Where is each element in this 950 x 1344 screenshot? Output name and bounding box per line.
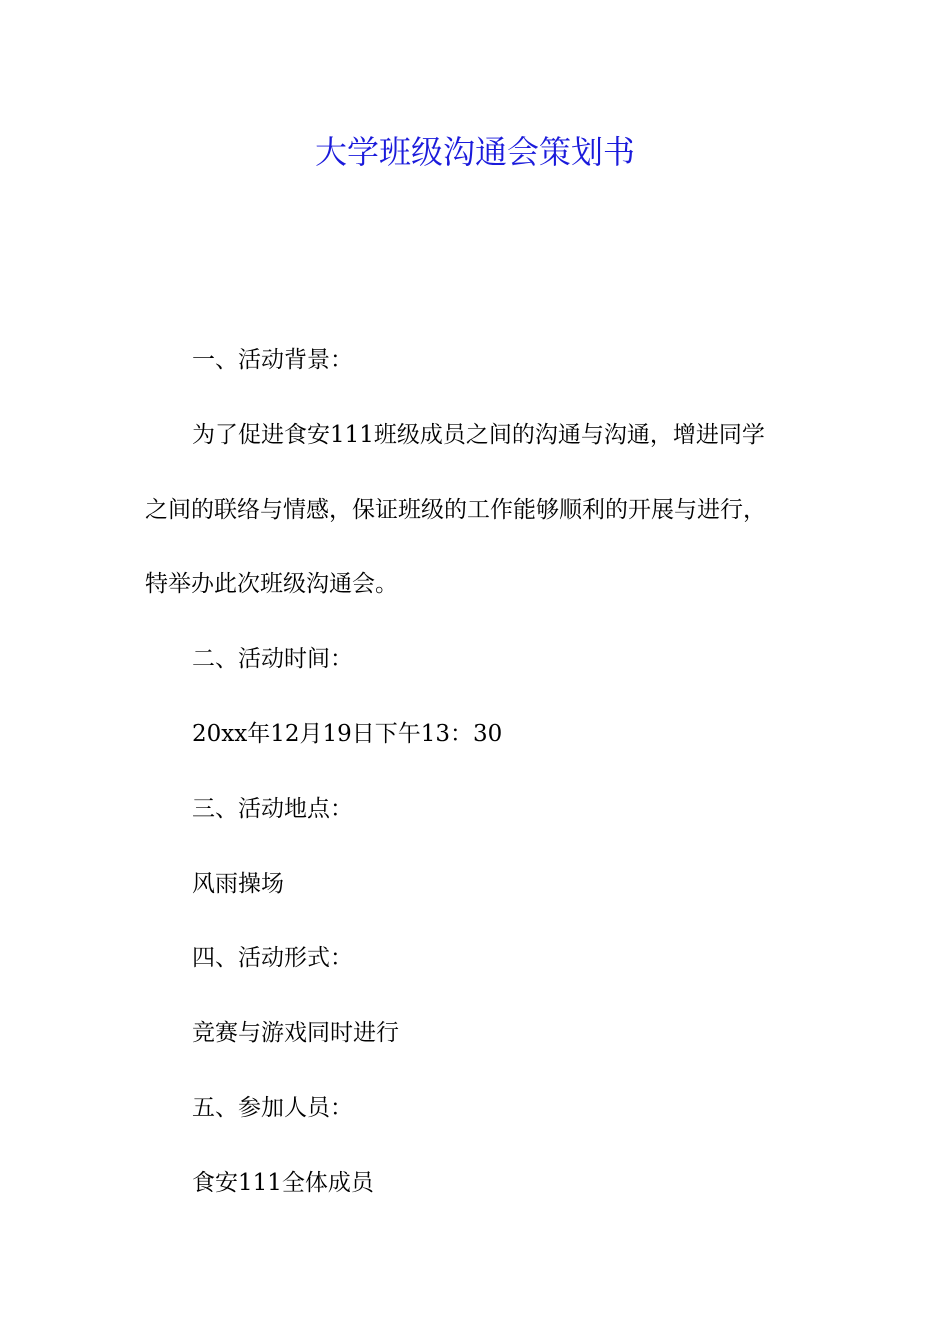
document-title: 大学班级沟通会策划书 [314, 133, 635, 171]
background-line-2: 之间的联络与情感，保证班级的工作能够顺利的开展与进行， [145, 496, 766, 523]
section-heading-time: 二、活动时间： [192, 646, 353, 673]
section-heading-participants: 五、参加人员： [192, 1094, 353, 1121]
document-body [145, 336, 810, 1234]
section-content-participants: 食安111全体成员 [192, 1169, 374, 1196]
background-line-1: 为了促进食安111班级成员之间的沟通与沟通，增进同学 [192, 421, 765, 448]
section-content-time: 20xx年12月19日下午13：30 [192, 720, 503, 747]
section-heading-background: 一、活动背景： [192, 347, 353, 373]
background-line-3: 特举办此次班级沟通会。 [145, 571, 398, 598]
section-heading-location: 三、活动地点： [192, 795, 353, 822]
section-content-location: 风雨操场 [192, 870, 284, 897]
section-content-format: 竞赛与游戏同时进行 [192, 1020, 399, 1047]
section-heading-format: 四、活动形式： [192, 945, 353, 972]
